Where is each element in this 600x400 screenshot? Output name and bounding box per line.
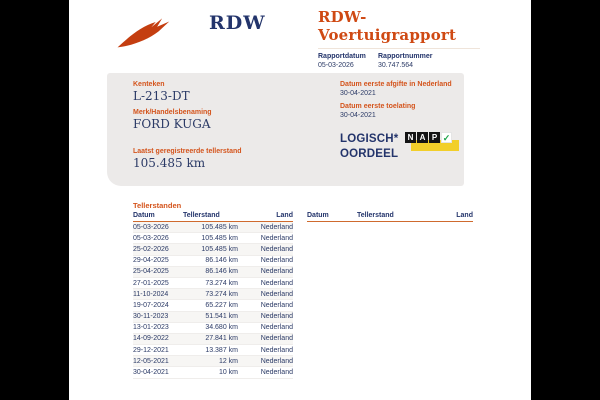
nap-letter-n: N (405, 132, 416, 143)
meter-table-row (133, 244, 293, 255)
kenteken-label: Kenteken (133, 81, 165, 88)
meter-cell-land: Nederland (260, 313, 293, 321)
report-number-label: Rapportnummer (378, 53, 433, 60)
meter-table-row (133, 300, 293, 311)
meter-cell-datum: 05-03-2026 (133, 234, 169, 242)
col-datum: Datum (307, 212, 329, 219)
tellerstand-value: 105.485 km (133, 156, 206, 170)
meter-table-row (133, 222, 293, 233)
tellerstanden-title: Tellerstanden (133, 201, 182, 210)
oordeel-line2: OORDEEL (340, 147, 399, 160)
oordeel-line1: LOGISCH* (340, 133, 399, 145)
meter-cell-teller: 27.841 km (205, 335, 238, 343)
meter-cell-land: Nederland (260, 301, 293, 309)
nap-logo (405, 132, 461, 154)
col-tellerstand: Tellerstand (357, 212, 394, 219)
merk-label: Merk/Handelsbenaming (133, 109, 212, 116)
toelating-value: 30-04-2021 (340, 112, 376, 119)
meter-cell-datum: 27-01-2025 (133, 279, 169, 287)
meter-cell-datum: 30-11-2023 (133, 313, 169, 321)
meter-cell-land: Nederland (260, 279, 293, 287)
meter-cell-datum: 25-02-2026 (133, 245, 169, 253)
meter-cell-land: Nederland (260, 357, 293, 365)
meter-cell-datum: 25-04-2025 (133, 268, 169, 276)
meter-cell-datum: 30-04-2021 (133, 369, 169, 377)
meter-cell-datum: 29-04-2025 (133, 257, 169, 265)
meter-cell-land: Nederland (260, 257, 293, 265)
meter-cell-teller: 105.485 km (201, 223, 238, 231)
merk-value: FORD KUGA (133, 117, 211, 131)
nap-check-icon: ✓ (442, 133, 451, 143)
meter-cell-datum: 19-07-2024 (133, 301, 169, 309)
meter-table-row (133, 367, 293, 378)
meter-cell-land: Nederland (260, 268, 293, 276)
meter-table-right-header (307, 212, 473, 222)
report-date-block (318, 53, 377, 69)
meter-cell-land: Nederland (260, 324, 293, 332)
meter-cell-land: Nederland (260, 290, 293, 298)
vehicle-summary-card (107, 73, 464, 186)
meter-table-row (133, 233, 293, 244)
meter-cell-teller: 73.274 km (205, 279, 238, 287)
meter-cell-land: Nederland (260, 346, 293, 354)
afgifte-label: Datum eerste afgifte in Nederland (340, 81, 452, 88)
meter-cell-datum: 11-10-2024 (133, 290, 169, 298)
meter-table-row (133, 334, 293, 345)
meter-cell-datum: 13-01-2023 (133, 324, 169, 332)
nap-letter-a: A (417, 132, 428, 143)
header-divider (318, 48, 480, 49)
meter-table-right (307, 212, 473, 222)
meter-cell-teller: 86.146 km (205, 268, 238, 276)
meter-cell-teller: 51.541 km (205, 313, 238, 321)
meter-cell-datum: 29-12-2021 (133, 346, 169, 354)
meter-table-body (133, 222, 293, 379)
meter-cell-datum: 05-03-2026 (133, 223, 169, 231)
meter-cell-teller: 13.387 km (205, 346, 238, 354)
col-datum: Datum (133, 212, 155, 219)
meter-cell-teller: 86.146 km (205, 257, 238, 265)
col-land: Land (276, 212, 293, 219)
meter-cell-land: Nederland (260, 234, 293, 242)
tellerstand-label: Laatst geregistreerde tellerstand (133, 148, 242, 155)
meter-cell-teller: 12 km (218, 357, 238, 365)
meter-cell-land: Nederland (260, 223, 293, 231)
meter-table-row (133, 323, 293, 334)
col-tellerstand: Tellerstand (183, 212, 220, 219)
meter-cell-teller: 10 km (218, 369, 238, 377)
meter-cell-datum: 12-05-2021 (133, 357, 169, 365)
meter-cell-teller: 65.227 km (205, 301, 238, 309)
meter-table-row (133, 278, 293, 289)
meter-cell-datum: 14-09-2022 (133, 335, 169, 343)
meter-cell-teller: 105.485 km (201, 234, 238, 242)
meter-cell-teller: 34.680 km (205, 324, 238, 332)
meter-cell-land: Nederland (260, 245, 293, 253)
meter-table-row (133, 356, 293, 367)
toelating-label: Datum eerste toelating (340, 103, 416, 110)
meter-table-left (133, 212, 293, 379)
meter-table-row (133, 289, 293, 300)
meter-cell-land: Nederland (260, 369, 293, 377)
meter-table-row (133, 345, 293, 356)
report-number-block (378, 53, 437, 69)
afgifte-value: 30-04-2021 (340, 90, 376, 97)
col-land: Land (456, 212, 473, 219)
rdw-logo-text: RDW (209, 12, 266, 34)
rdw-feather-icon (113, 11, 174, 51)
nap-letter-p: P (429, 132, 440, 143)
page-title: RDW-Voertuigrapport (318, 8, 457, 44)
meter-cell-teller: 105.485 km (201, 245, 238, 253)
vehicle-summary-left (133, 81, 303, 170)
rdw-logo (107, 8, 266, 50)
meter-table-row (133, 312, 293, 323)
kenteken-value: L-213-DT (133, 89, 190, 103)
meter-table-row (133, 256, 293, 267)
meter-cell-land: Nederland (260, 335, 293, 343)
report-number-value: 30.747.564 (378, 62, 414, 69)
report-header (318, 8, 483, 69)
report-date-value: 05-03-2026 (318, 62, 354, 69)
meter-table-left-header (133, 212, 293, 222)
meter-table-row (133, 267, 293, 278)
meter-cell-teller: 73.274 km (205, 290, 238, 298)
report-page (69, 0, 531, 400)
report-date-label: Rapportdatum (318, 53, 366, 60)
